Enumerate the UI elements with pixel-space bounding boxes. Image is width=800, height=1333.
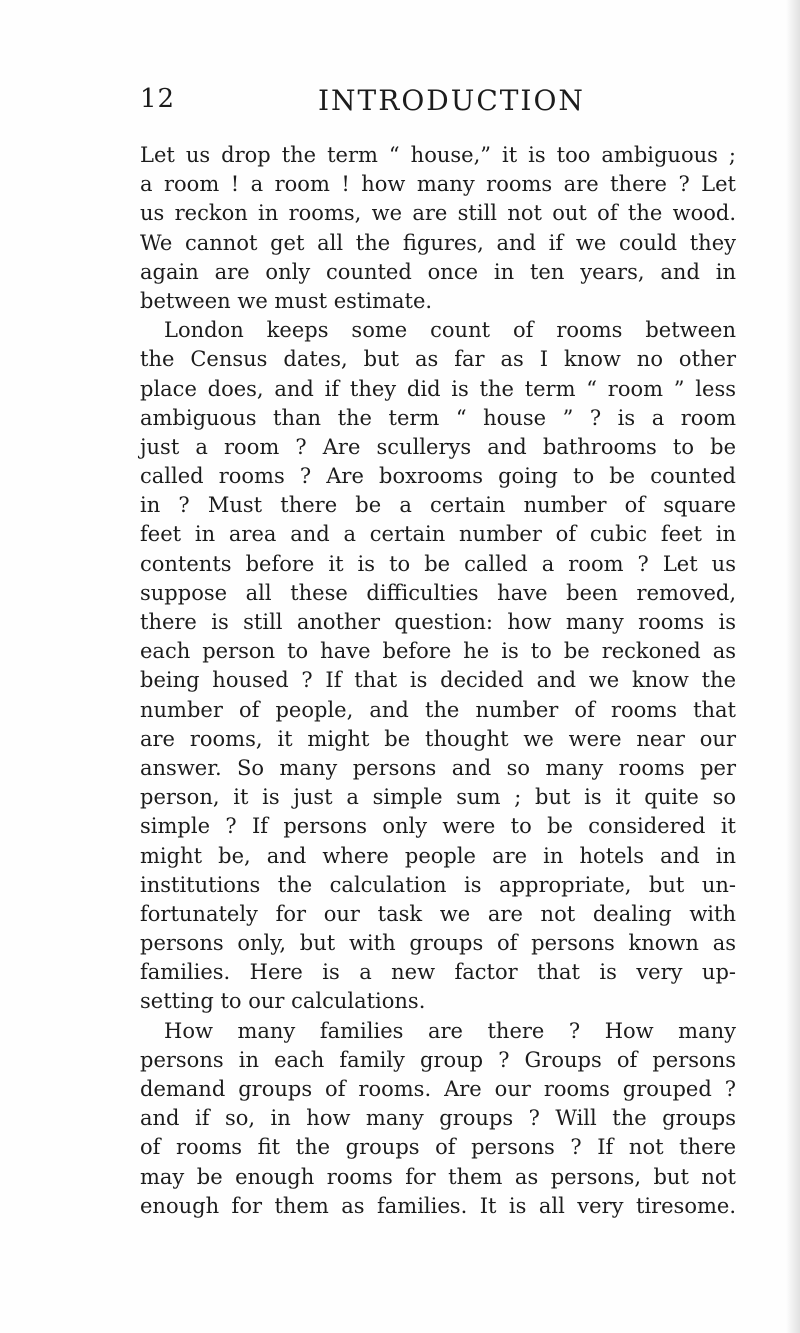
- text-line: might be, and where people are in hotels and in: [140, 843, 736, 868]
- text-line: answer. So many persons and so many rooms per: [140, 755, 736, 780]
- text-line: persons only, but with groups of persons known as: [140, 931, 736, 956]
- text-line: between we must estimate.: [140, 288, 433, 313]
- page-header: [140, 84, 700, 128]
- paragraph-3: [140, 1017, 736, 1221]
- text-line: each person to have before he is to be reckoned as: [140, 639, 736, 664]
- text-line: setting to our calculations.: [140, 989, 426, 1014]
- text-line: families. Here is a new factor that is very up-: [140, 960, 736, 985]
- text-line: called rooms ? Are boxrooms going to be counted: [140, 464, 736, 489]
- text-line: a room ! a room ! how many rooms are there ? Let: [140, 172, 736, 197]
- text-line: there is still another question: how many rooms is: [140, 610, 736, 634]
- text-line: contents before it is to be called a room ? Let us: [140, 551, 736, 576]
- text-line: in ? Must there be a certain number of square: [140, 493, 736, 518]
- text-line: Let us drop the term “ house,” it is too ambiguous ;: [140, 143, 736, 167]
- text-line: suppose all these difficulties have been removed,: [140, 580, 736, 605]
- text-line: demand groups of rooms. Are our rooms grouped ?: [140, 1077, 736, 1101]
- text-line: just a room ? Are scullerys and bathrooms to be: [140, 434, 736, 459]
- text-line: us reckon in rooms, we are still not out of the wood.: [140, 201, 736, 226]
- text-line: London keeps some count of rooms between: [164, 318, 736, 343]
- text-line: institutions the calculation is appropriate, but un-: [140, 872, 736, 897]
- text-line: are rooms, it might be thought we were near our: [140, 726, 736, 751]
- text-line: person, it is just a simple sum ; but is it quite so: [140, 785, 736, 810]
- text-line: being housed ? If that is decided and we know the: [140, 668, 736, 693]
- page-number: 12: [140, 84, 176, 114]
- text-line: persons in each family group ? Groups of persons: [140, 1047, 736, 1072]
- text-line: of rooms fit the groups of persons ? If not there: [140, 1135, 736, 1160]
- text-line: We cannot get all the figures, and if we could they: [140, 230, 736, 255]
- text-line: fortunately for our task we are not dealing with: [140, 901, 736, 926]
- text-line: simple ? If persons only were to be considered it: [140, 814, 736, 839]
- text-line: again are only counted once in ten years, and in: [140, 259, 736, 284]
- text-line: enough for them as families. It is all very tiresome.: [140, 1193, 736, 1218]
- text-line: feet in area and a certain number of cubic feet in: [140, 522, 736, 547]
- paragraph-1: [140, 141, 736, 316]
- text-line: number of people, and the number of rooms that: [140, 697, 736, 722]
- text-line: How many families are there ? How many: [164, 1018, 736, 1043]
- text-line: may be enough rooms for them as persons, but not: [140, 1164, 736, 1189]
- page-edge-shadow: [786, 0, 800, 1333]
- text-line: the Census dates, but as far as I know no other: [140, 347, 736, 372]
- text-line: ambiguous than the term “ house ” ? is a room: [140, 405, 736, 430]
- text-line: and if so, in how many groups ? Will the groups: [140, 1106, 736, 1131]
- text-line: place does, and if they did is the term “ room ” less: [140, 376, 736, 401]
- body-text: [140, 141, 736, 1221]
- running-head: INTRODUCTION: [318, 84, 585, 117]
- paragraph-2: [140, 316, 736, 1017]
